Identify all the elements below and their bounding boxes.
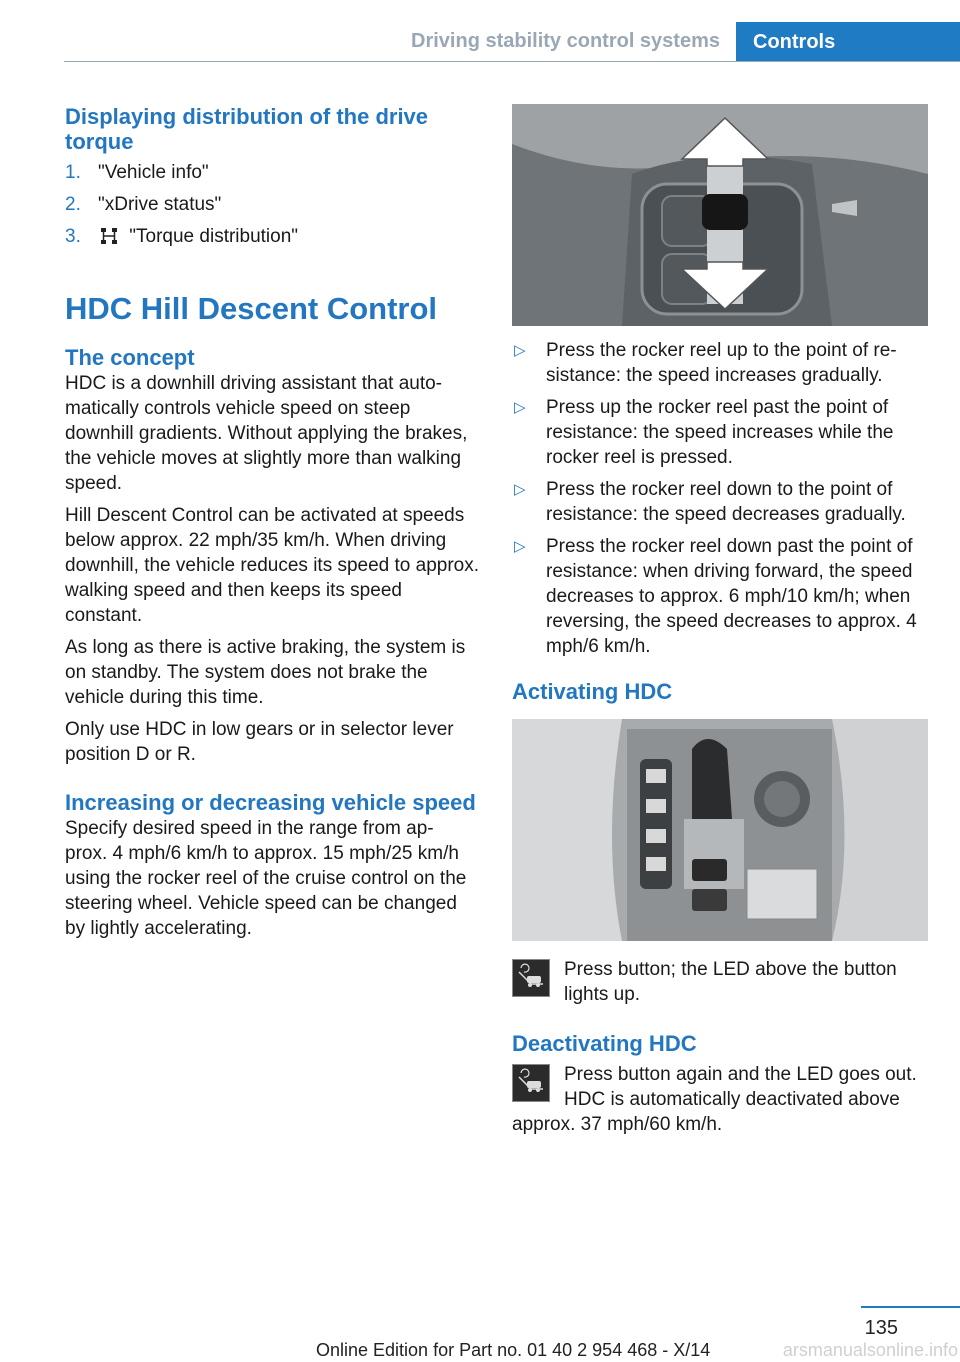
concept-paragraph: HDC is a downhill driving assistant that auto‐ matically controls vehicle speed on steep downhill gradients. Without applying the brakes, the vehicle moves at slightly more than walking speed.	[65, 373, 468, 494]
right-column	[512, 104, 928, 1137]
list-item	[512, 534, 928, 659]
concept-paragraph: As long as there is active braking, the system is on standby. The system does not brake the vehicle during this time.	[65, 637, 466, 708]
list-item	[512, 338, 928, 388]
speed-paragraph: Specify desired speed in the range from ap‐ prox. 4 mph/6 km/h to approx. 15 mph/25 km/h using the rocker reel of the cruise control on the steering wheel. Vehicle speed can be changed by lightly accelerating.	[65, 818, 467, 939]
page-number: 135	[864, 1317, 898, 1339]
triangle-bullet-icon: ▷	[514, 538, 526, 555]
activating-instruction	[512, 957, 928, 1007]
step-item	[65, 192, 480, 217]
concept-heading: The concept	[65, 345, 195, 370]
speed-heading: Increasing or decreasing vehicle speed	[65, 790, 476, 815]
step-item	[65, 160, 480, 185]
header-rule	[64, 61, 960, 62]
running-header-tab: Controls	[736, 22, 960, 62]
step-text: "xDrive status"	[98, 194, 222, 215]
list-item-text: Press the rocker reel down past the point of resistance: when driving forward, the speed decreases to approx. 6 mph/10 km/h; when reversing, the speed decreases to approx. 4 mph/6 km/h.	[546, 536, 917, 657]
triangle-bullet-icon: ▷	[514, 399, 526, 416]
edition-footer: Online Edition for Part no. 01 40 2 954 468 - X/14	[316, 1340, 711, 1360]
footer-rule	[861, 1306, 960, 1308]
concept-paragraph: Only use HDC in low gears or in selector lever position D or R.	[65, 719, 454, 765]
running-header-section: Driving stability control systems	[411, 30, 720, 52]
list-item-text: Press up the rocker reel past the point of resistance: the speed increases while the rocker reel is pressed.	[546, 397, 894, 468]
activating-text: Press button; the LED above the button lights up.	[564, 959, 897, 1005]
deactivating-heading: Deactivating HDC	[512, 1031, 697, 1056]
step-text: "Vehicle info"	[98, 162, 209, 183]
hill-descent-control-icon	[512, 1064, 550, 1102]
deactivating-instruction	[512, 1062, 928, 1137]
steering-wheel-image	[512, 104, 928, 326]
hdc-title: HDC Hill Descent Control	[65, 291, 438, 326]
center-console-image	[512, 719, 928, 941]
step-number: 3.	[65, 226, 81, 247]
list-item	[512, 477, 928, 527]
activating-heading: Activating HDC	[512, 679, 673, 704]
triangle-bullet-icon: ▷	[514, 481, 526, 498]
concept-paragraph: Hill Descent Control can be activated at speeds below approx. 22 mph/35 km/h. When driving downhill, the vehicle reduces its speed to approx. walking speed and then keeps its speed constant.	[65, 505, 480, 626]
deactivating-text: Press button again and the LED goes out. HDC is automatically deactivated above approx. 37 mph/60 km/h.	[512, 1064, 917, 1135]
list-item-text: Press the rocker reel down to the point of resistance: the speed decreases gradually.	[546, 479, 906, 525]
rocker-reel-list	[512, 338, 928, 659]
step-item	[65, 224, 480, 252]
hill-descent-control-icon	[512, 959, 550, 997]
torque-distribution-icon	[98, 227, 124, 252]
step-text: "Torque distribution"	[129, 226, 299, 247]
watermark: arsmanualsonline.info	[782, 1340, 958, 1360]
triangle-bullet-icon: ▷	[514, 342, 526, 359]
list-item	[512, 395, 928, 470]
step-number: 2.	[65, 194, 81, 215]
list-item-text: Press the rocker reel up to the point of re‐ sistance: the speed increases gradually.	[546, 340, 897, 386]
left-column	[65, 104, 480, 941]
torque-heading: Displaying distribution of the drive torque	[65, 104, 429, 154]
step-number: 1.	[65, 162, 81, 183]
torque-steps	[65, 160, 480, 252]
